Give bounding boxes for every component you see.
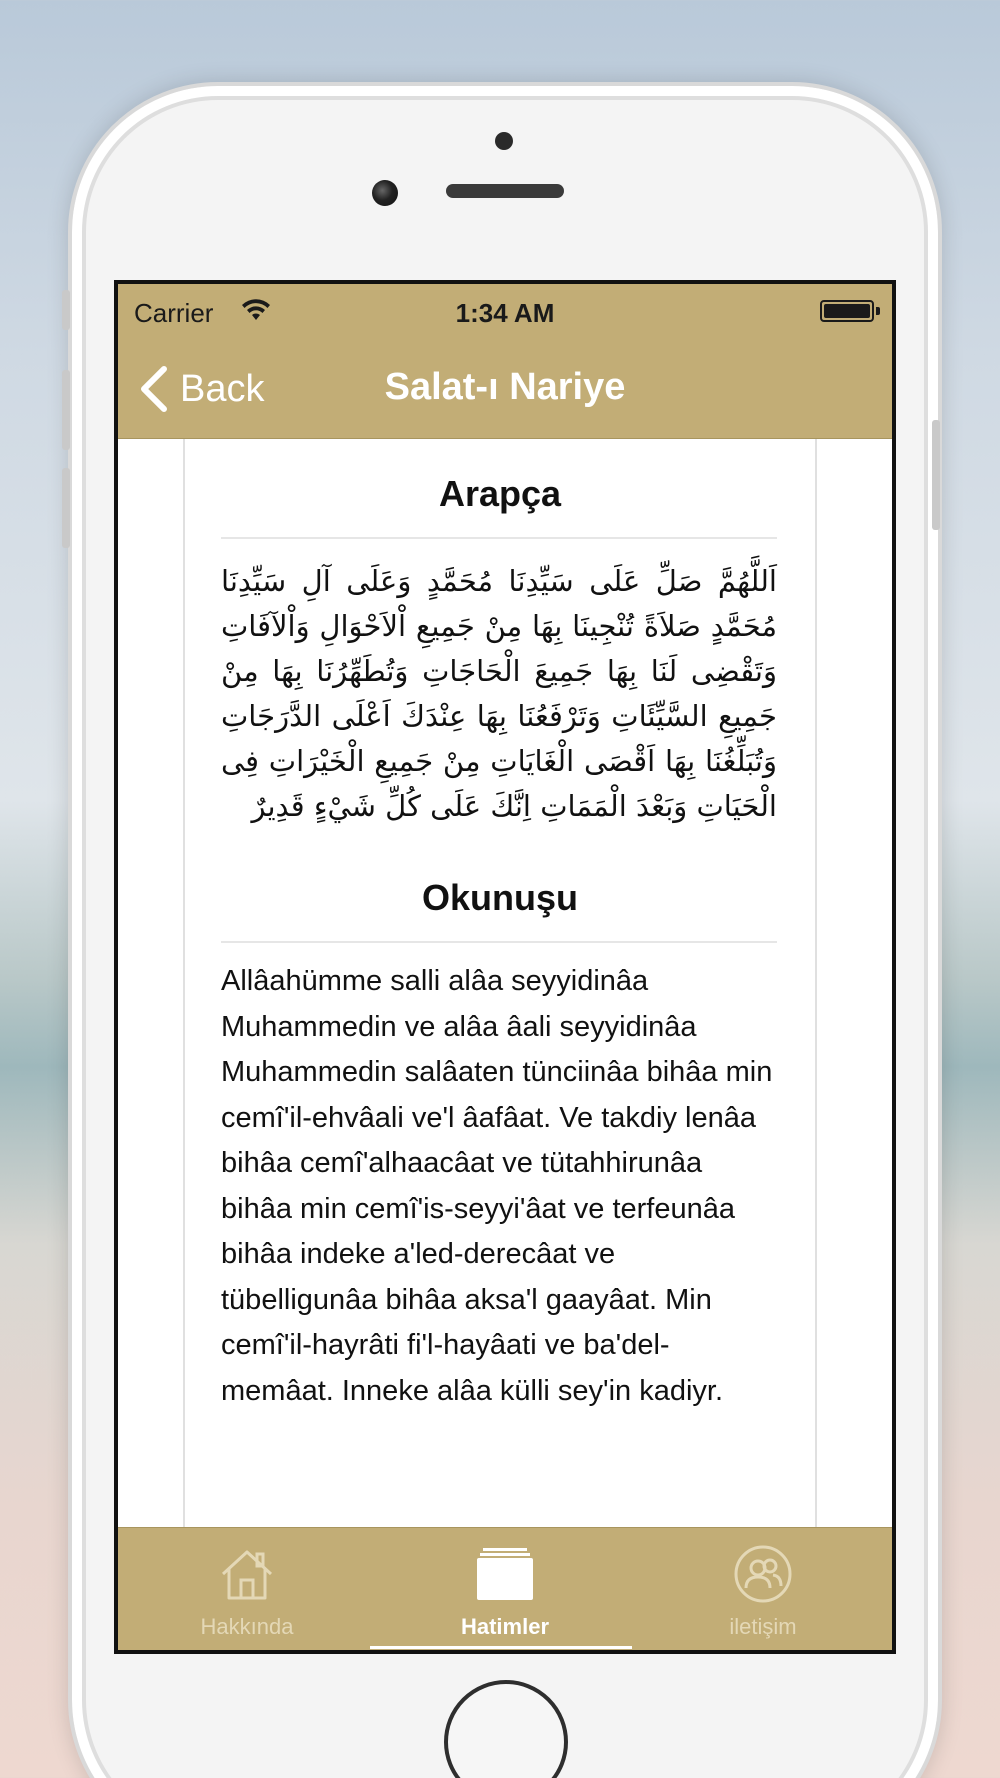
home-button[interactable] [444,1680,568,1778]
battery-icon [820,300,874,322]
proximity-sensor [495,132,513,150]
page-title: Salat-ı Nariye [384,366,626,408]
active-tab-indicator [370,1646,632,1649]
prayer-card [183,439,817,1527]
tab-label: Hakkında [200,1614,294,1639]
content-scroll-view[interactable] [118,439,892,1527]
status-time: 1:34 AM [455,298,555,328]
reading-section-title: Okunuşu [421,877,578,918]
arabic-text: اَللَّهُمَّ صَلِّ عَلَى سَيِّدِنَا مُحَمَّدٍ وَعَلَى آلِ سَيِّدِنَا مُحَمَّدٍ صَلاَةً تُنْجِينَا بِهَا مِنْ جَمِيعِ اْلاَحْوَالِ وَاْلآفَاتِ وَتَقْضِى لَنَا بِهَا جَمِيعَ الْحَاجَاتِ وَتُطَهِّرُنَا بِهَا مِنْ جَمِيعِ السَّيِّئَاتِ وَتَرْفَعُنَا بِهَا عِنْدَكَ اَعْلَى الدَّرَجَاتِ وَتُبَلِّغُنَا بِهَا اَقْصَى الْغَايَاتِ مِنْ جَمِيعِ الْخَيْرَاتِ فِى الْحَيَاتِ وَبَعْدَ الْمَمَاتِ اِنَّكَ عَلَى كُلِّ شَيْءٍ قَدِيرٌ [221,564,777,823]
mute-switch [62,290,70,330]
reading-text: Allâahümme salli alâa seyyidinâa Muhammedin ve alâa âali seyyidinâa Muhammedin salâaten tünciinâa bihâa min cemî'il-ehvâali ve'l âafâat. Ve takdiy lenâa bihâa cemî'alhaacâat ve tütahhirunâa bihâa min cemî'is-seyyi'âat ve terfeunâa bihâa indeke a'led-derecâat ve tübelligunâa bihâa aksa'l gaayâat. Min cemî'il-hayrâti fi'l-hayâati ve ba'del-memâat. Inneke alâa külli sey'in kadiyr. [221,965,773,1407]
home-icon [217,1544,277,1604]
stack-icon [475,1544,535,1604]
contacts-icon [733,1544,793,1604]
tab-hakkinda[interactable] [118,1528,376,1651]
carrier-label: Carrier [134,298,214,328]
navigation-bar [118,340,892,439]
back-label: Back [180,367,265,410]
power-button [932,420,940,530]
tab-hatimler[interactable] [376,1528,634,1651]
tab-label: iletişim [729,1614,797,1639]
front-camera [372,180,398,206]
battery-fill [824,304,870,318]
battery-tip [876,307,880,315]
tab-label: Hatimler [460,1614,550,1639]
tab-iletisim[interactable] [634,1528,892,1651]
earpiece-speaker [446,184,564,198]
status-bar [118,284,892,340]
volume-down-button [62,468,70,548]
arabic-divider [221,537,777,539]
tab-bar [118,1527,892,1651]
screen [114,280,896,1654]
arabic-section-title: Arapça [438,473,562,514]
reading-divider [221,941,777,943]
volume-up-button [62,370,70,450]
